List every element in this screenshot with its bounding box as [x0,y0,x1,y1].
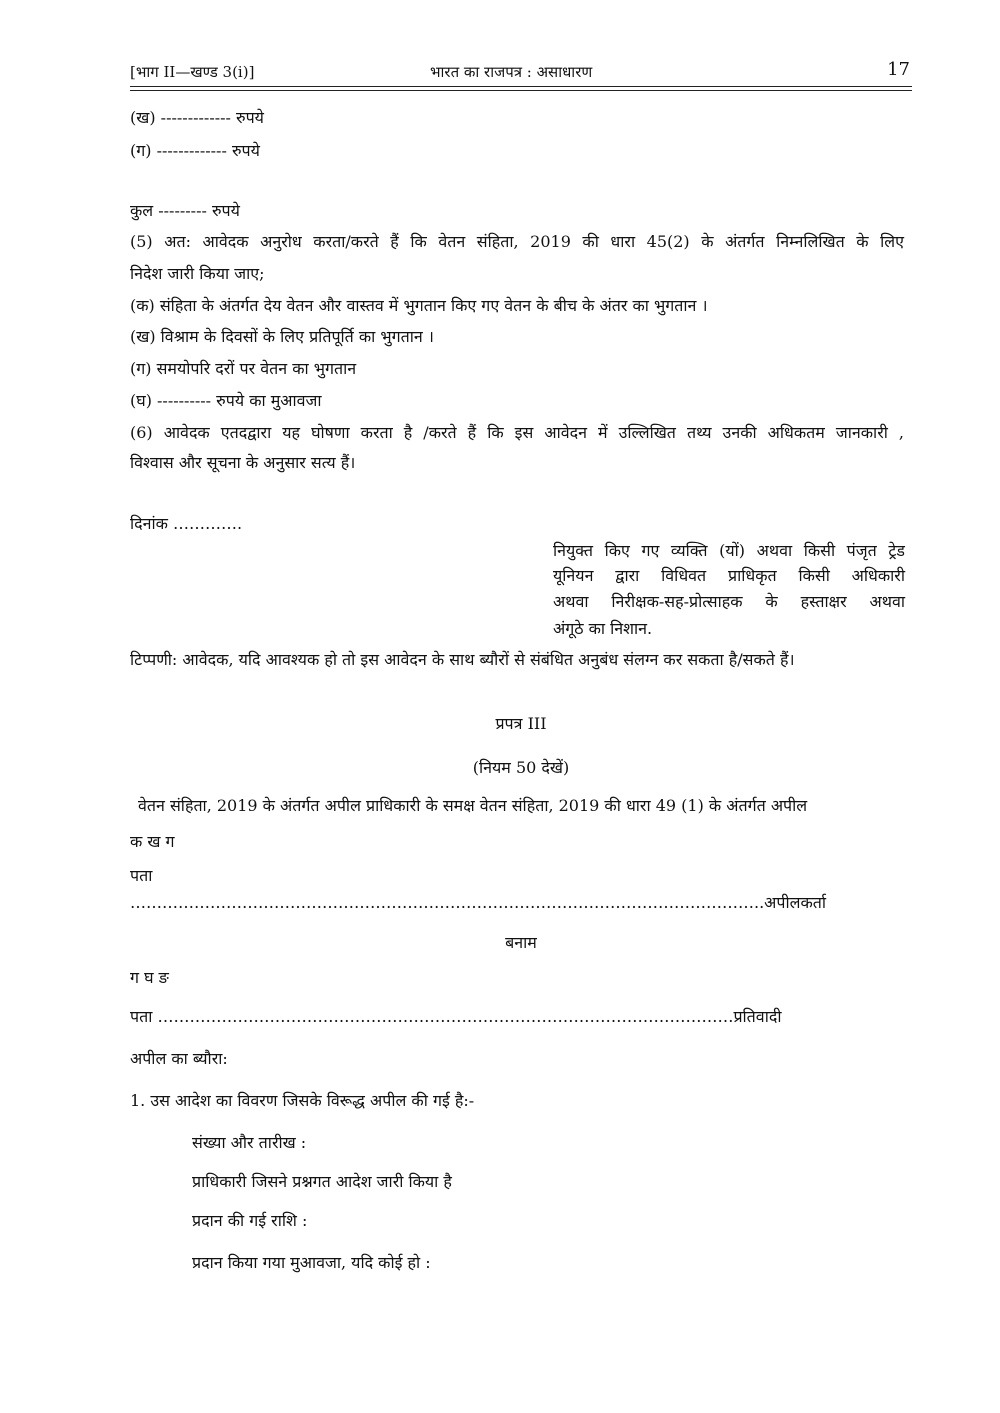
page-header [130,59,912,84]
form-3-title: प्रपत्र III [495,714,547,733]
versus: बनाम [505,933,537,952]
signature-line-2: यूनियन द्वारा विधिवत प्राधिकृत किसी अधिकारी [553,566,905,585]
header-rule-bottom [130,90,912,91]
sub-item-issuing-authority: प्राधिकारी जिसने प्रश्नगत आदेश जारी किया है [192,1172,452,1191]
paragraph-6-line-1: (6) आवेदक एतदद्वारा यह घोषणा करता है /करते हैं कि इस आवेदन में उल्लिखित तथ्य उनकी अधिकतम जानकारी , [130,423,904,442]
item-kha-rupees: (ख) ------------- रुपये [130,108,264,127]
total-rupees: कुल --------- रुपये [130,201,240,220]
appeal-details-heading: अपील का ब्यौरा: [130,1049,228,1068]
header-rule-top [130,86,912,87]
form-3-rule-reference: (नियम 50 देखें) [472,758,570,777]
signature-line-1: नियुक्त किए गए व्यक्ति (यों) अथवा किसी पंजृत ट्रेड [553,541,905,560]
header-part: [भाग II—खण्ड 3(i)] [130,63,255,81]
address-label: पता [130,866,153,885]
form-3-heading: वेतन संहिता, 2019 के अंतर्गत अपील प्राधिकारी के समक्ष वेतन संहिता, 2019 की धारा 49 (1) के अंतर्गत अपील [138,796,808,815]
paragraph-5-line-1: (5) अत: आवेदक अनुरोध करता/करते हैं कि वेतन संहिता, 2019 की धारा 45(2) के अंतर्गत निम्नलिखित के लिए [130,232,904,251]
item-c: (ग) समयोपरि दरों पर वेतन का भुगतान [130,359,357,378]
item-a: (क) संहिता के अंतर्गत देय वेतन और वास्तव में भुगतान किए गए वेतन के बीच के अंतर का भुगतान । [130,296,708,315]
sub-item-amount-granted: प्रदान की गई राशि : [192,1211,308,1230]
item-ga-rupees: (ग) ------------- रुपये [130,141,260,160]
appellant-line: ………………………………………………………………………………………………………..अपीलकर्ता [130,893,827,912]
item-d: (घ) ---------- रुपये का मुआवजा [130,391,322,410]
paragraph-5-line-2: निदेश जारी किया जाए; [130,264,265,283]
sub-item-number-date: संख्या और तारीख : [192,1133,307,1152]
sub-item-compensation: प्रदान किया गया मुआवजा, यदि कोई हो : [192,1253,431,1272]
point-1: 1. उस आदेश का विवरण जिसके विरूद्ध अपील की गई है:- [130,1091,475,1110]
signature-line-3: अथवा निरीक्षक-सह-प्रोत्साहक के हस्ताक्षर अथवा [553,592,905,611]
respondent-line: पता ………………………………………………………………………………………………प्रतिवादी [130,1007,782,1026]
signature-line-4: अंगूठे का निशान. [553,619,653,638]
paragraph-6-line-2: विश्वास और सूचना के अनुसार सत्य हैं। [130,453,356,472]
date-line: दिनांक …………. [130,514,243,533]
item-b: (ख) विश्राम के दिवसों के लिए प्रतिपूर्ति का भुगतान । [130,327,434,346]
header-title: भारत का राजपत्र : असाधारण [430,63,593,81]
page-number: 17 [887,59,910,80]
note: टिप्पणी: आवेदक, यदि आवश्यक हो तो इस आवेदन के साथ ब्यौरों से संबंधित अनुबंध संलग्न कर सकता है/सकते हैं। [130,650,795,669]
appellant-name: क ख ग [130,832,175,851]
respondent-name: ग घ ङ [130,968,169,987]
